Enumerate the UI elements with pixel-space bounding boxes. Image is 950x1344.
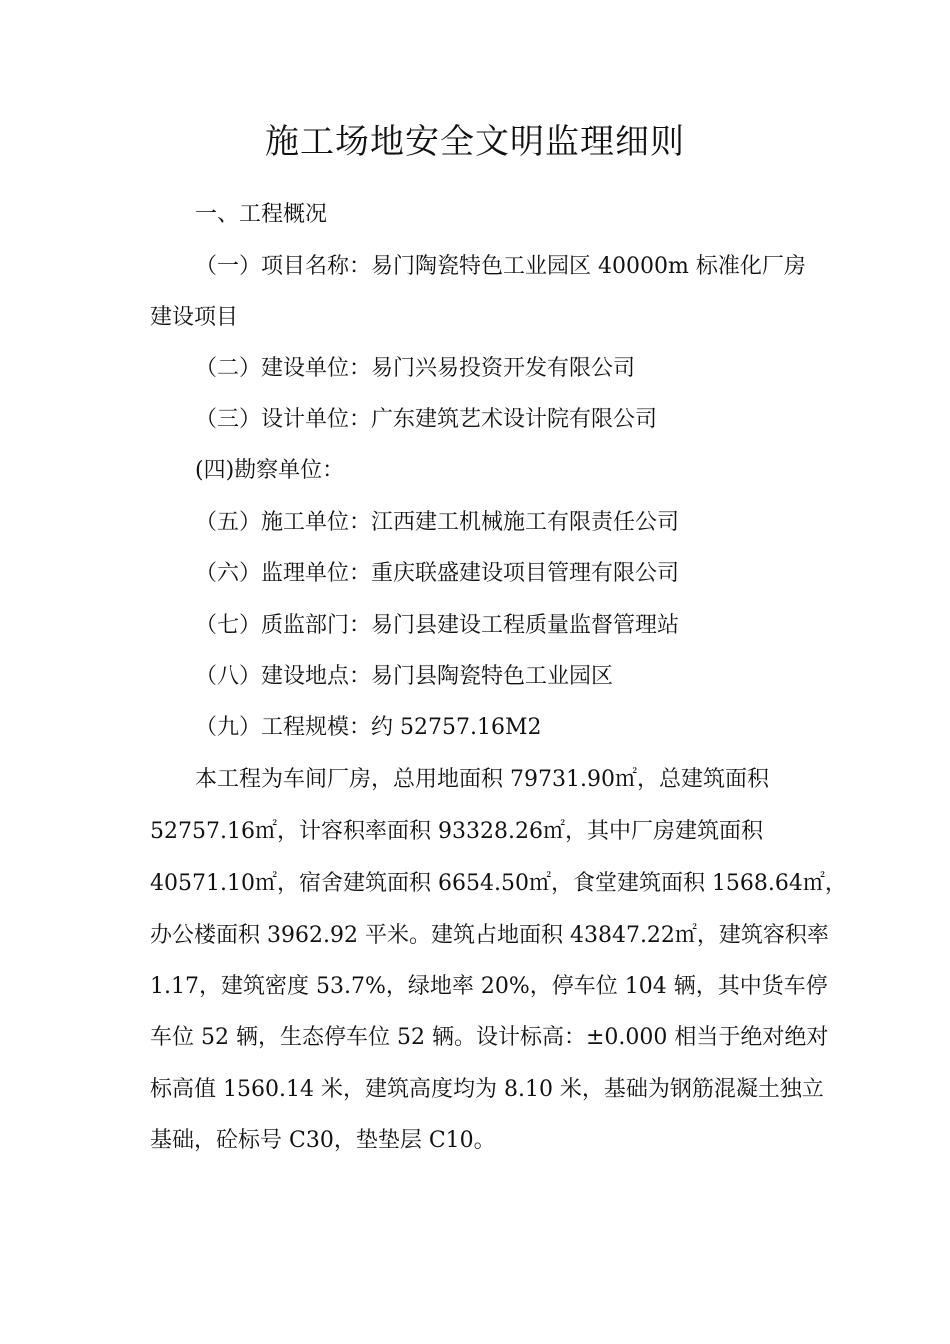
paragraph-line: 车位 52 辆，生态停车位 52 辆。设计标高：±0.000 相当于绝对绝对 [150, 1025, 829, 1050]
paragraph-line: （一）项目名称：易门陶瓷特色工业园区 40000m 标准化厂房 [195, 254, 806, 279]
paragraph-line: （九）工程规模：约 52757.16M2 [195, 715, 542, 740]
document-title: 施工场地安全文明监理细则 [265, 122, 685, 162]
paragraph-line: 基础，砼标号 C30，垫垫层 C10。 [150, 1128, 496, 1153]
paragraph-line: （七）质监部门：易门县建设工程质量监督管理站 [195, 613, 680, 638]
paragraph-line: 标高值 1560.14 米，建筑高度均为 8.10 米，基础为钢筋混凝土独立 [150, 1077, 824, 1102]
paragraph-line: 1.17，建筑密度 53.7%，绿地率 20%，停车位 104 辆，其中货车停 [150, 974, 828, 999]
paragraph-line: 52757.16㎡，计容积率面积 93328.26㎡，其中厂房建筑面积 [150, 819, 763, 844]
paragraph-line: （三）设计单位：广东建筑艺术设计院有限公司 [195, 407, 658, 432]
paragraph-line: （五）施工单位：江西建工机械施工有限责任公司 [195, 510, 680, 535]
paragraph-line: （六）监理单位：重庆联盛建设项目管理有限公司 [195, 561, 680, 586]
section-heading: 一、工程概况 [195, 202, 328, 227]
paragraph-line: 办公楼面积 3962.92 平米。建筑占地面积 43847.22㎡，建筑容积率 [150, 923, 829, 948]
paragraph-line: (四)勘察单位： [195, 458, 345, 483]
paragraph-line: 本工程为车间厂房，总用地面积 79731.90㎡，总建筑面积 [195, 767, 769, 792]
paragraph-line: （二）建设单位：易门兴易投资开发有限公司 [195, 356, 636, 381]
paragraph-line: （八）建设地点：易门县陶瓷特色工业园区 [195, 664, 614, 689]
paragraph-line: 40571.10㎡，宿舍建筑面积 6654.50㎡，食堂建筑面积 1568.64㎡， [150, 871, 847, 896]
paragraph-line: 建设项目 [150, 305, 239, 330]
